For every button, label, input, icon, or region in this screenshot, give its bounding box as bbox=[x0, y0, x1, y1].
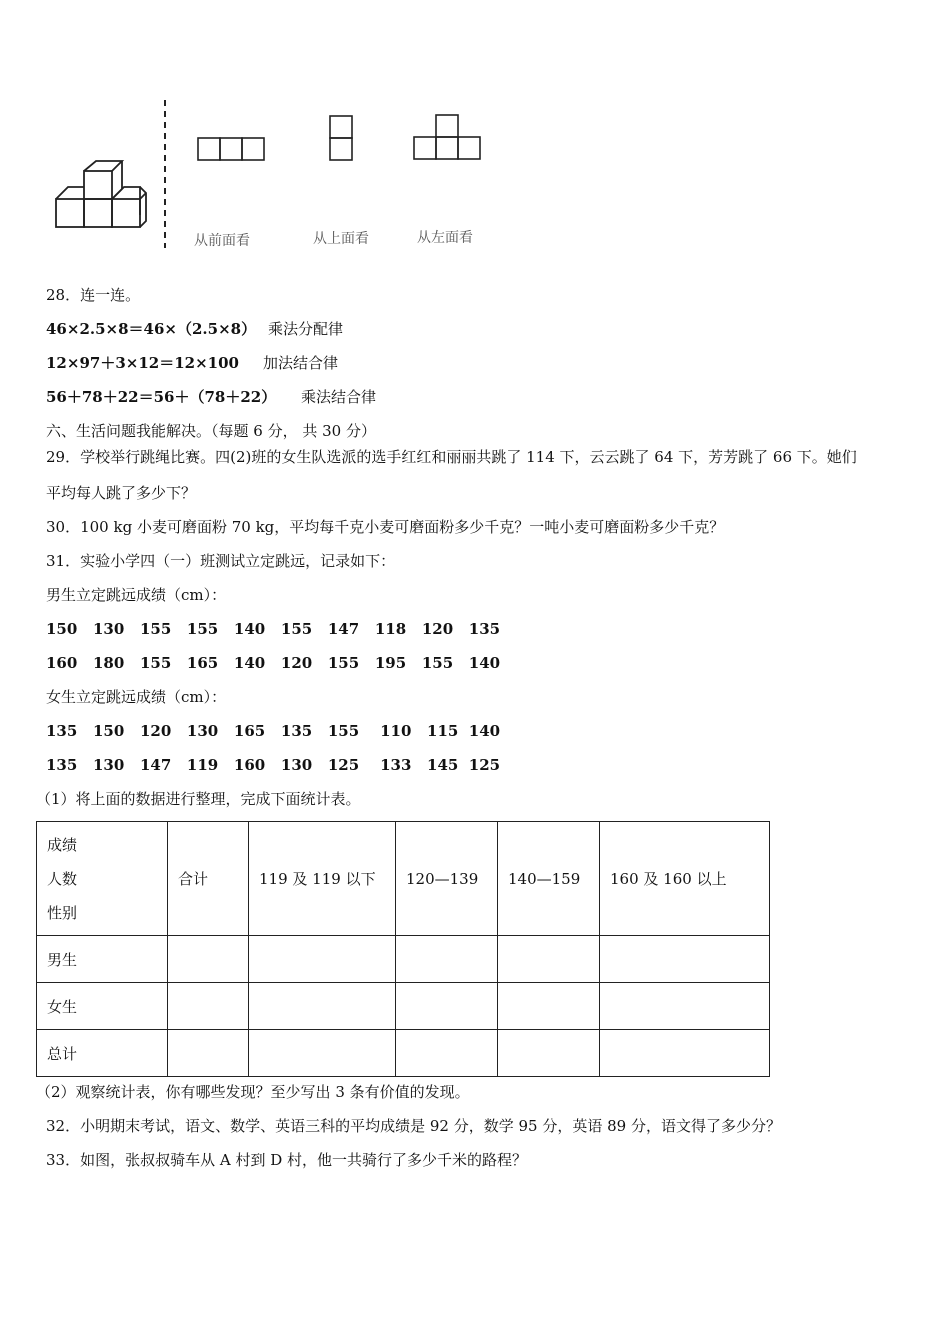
cube-solid-figure bbox=[50, 155, 150, 235]
section-6-heading: 六、生活问题我能解决。（每题 6 分， 共 30 分） bbox=[46, 422, 376, 440]
front-view-figure bbox=[197, 137, 267, 163]
table-cell[interactable] bbox=[168, 936, 249, 983]
q31-girls-row-1: 135 150 120 130 165 135 155 110 115 140 bbox=[46, 722, 501, 740]
header-140-159: 140—159 bbox=[498, 822, 600, 936]
top-view-caption: 从上面看 bbox=[313, 231, 369, 247]
table-row bbox=[37, 936, 770, 983]
table-cell[interactable] bbox=[498, 983, 600, 1030]
row-label-boys: 男生 bbox=[37, 936, 168, 983]
table-cell[interactable] bbox=[168, 1030, 249, 1077]
q31-boys-row-1: 150 130 155 155 140 155 147 118 120 135 bbox=[46, 620, 501, 638]
q31-boys-row-2: 160 180 155 165 140 120 155 195 155 140 bbox=[46, 654, 501, 672]
q31-part-2: （2）观察统计表，你有哪些发现？至少写出 3 条有价值的发现。 bbox=[36, 1083, 470, 1101]
row-label-girls: 女生 bbox=[37, 983, 168, 1030]
q28-expr-3: 56＋78＋22＝56＋（78＋22） bbox=[46, 388, 277, 406]
q31-girls-row-2: 135 130 147 119 160 130 125 133 145 125 bbox=[46, 756, 501, 774]
row-label-total: 总计 bbox=[37, 1030, 168, 1077]
table-cell[interactable] bbox=[600, 936, 770, 983]
q31-part-1: （1）将上面的数据进行整理，完成下面统计表。 bbox=[36, 790, 361, 808]
table-cell[interactable] bbox=[600, 1030, 770, 1077]
front-view-caption: 从前面看 bbox=[194, 233, 250, 249]
q29-line-2: 平均每人跳了多少下？ bbox=[46, 484, 197, 502]
corner-label-count: 人数 bbox=[47, 869, 78, 888]
corner-label-gender: 性别 bbox=[47, 903, 78, 922]
header-total: 合计 bbox=[168, 822, 249, 936]
q28-expr-1: 46×2.5×8＝46×（2.5×8） bbox=[46, 320, 257, 338]
table-cell[interactable] bbox=[396, 936, 498, 983]
top-view-figure bbox=[329, 115, 355, 163]
table-cell[interactable] bbox=[396, 1030, 498, 1077]
table-row bbox=[37, 1030, 770, 1077]
q28-expr-2: 12×97＋3×12＝12×100 bbox=[46, 354, 239, 372]
dashed-divider bbox=[160, 100, 170, 250]
q31-title: 31．实验小学四（一）班测试立定跳远，记录如下： bbox=[46, 552, 396, 570]
table-cell[interactable] bbox=[168, 983, 249, 1030]
table-row bbox=[37, 983, 770, 1030]
table-corner-cell bbox=[37, 822, 168, 936]
q29-line-1: 29．学校举行跳绳比赛。四(2)班的女生队选派的选手红红和丽丽共跳了 114 下，云云跳了 64 下，芳芳跳了 66 下。她们 bbox=[46, 448, 857, 466]
header-120-139: 120—139 bbox=[396, 822, 498, 936]
q28-law-2: 加法结合律 bbox=[263, 354, 339, 372]
q30: 30．100 kg 小麦可磨面粉 70 kg，平均每千克小麦可磨面粉多少千克？一吨小麦可磨面粉多少千克？ bbox=[46, 518, 725, 536]
stats-table bbox=[36, 821, 770, 1077]
q31-boys-label: 男生立定跳远成绩（cm）： bbox=[46, 586, 227, 604]
q33: 33．如图，张叔叔骑车从 A 村到 D 村，他一共骑行了多少千米的路程？ bbox=[46, 1151, 528, 1169]
table-cell[interactable] bbox=[600, 983, 770, 1030]
table-header-row bbox=[37, 822, 770, 936]
q28-law-1: 乘法分配律 bbox=[268, 320, 344, 338]
q28-law-3: 乘法结合律 bbox=[301, 388, 377, 406]
table-cell[interactable] bbox=[249, 936, 396, 983]
left-view-caption: 从左面看 bbox=[417, 230, 473, 246]
header-160-above: 160 及 160 以上 bbox=[600, 822, 770, 936]
q31-girls-label: 女生立定跳远成绩（cm）： bbox=[46, 688, 227, 706]
q32: 32．小明期末考试，语文、数学、英语三科的平均成绩是 92 分，数学 95 分，英语 89 分，语文得了多少分？ bbox=[46, 1117, 781, 1135]
left-view-figure bbox=[413, 114, 483, 162]
table-cell[interactable] bbox=[249, 1030, 396, 1077]
table-cell[interactable] bbox=[498, 936, 600, 983]
header-119-below: 119 及 119 以下 bbox=[249, 822, 396, 936]
table-cell[interactable] bbox=[249, 983, 396, 1030]
corner-label-score: 成绩 bbox=[47, 835, 78, 854]
table-cell[interactable] bbox=[396, 983, 498, 1030]
q28-title: 28．连一连。 bbox=[46, 286, 141, 304]
table-cell[interactable] bbox=[498, 1030, 600, 1077]
